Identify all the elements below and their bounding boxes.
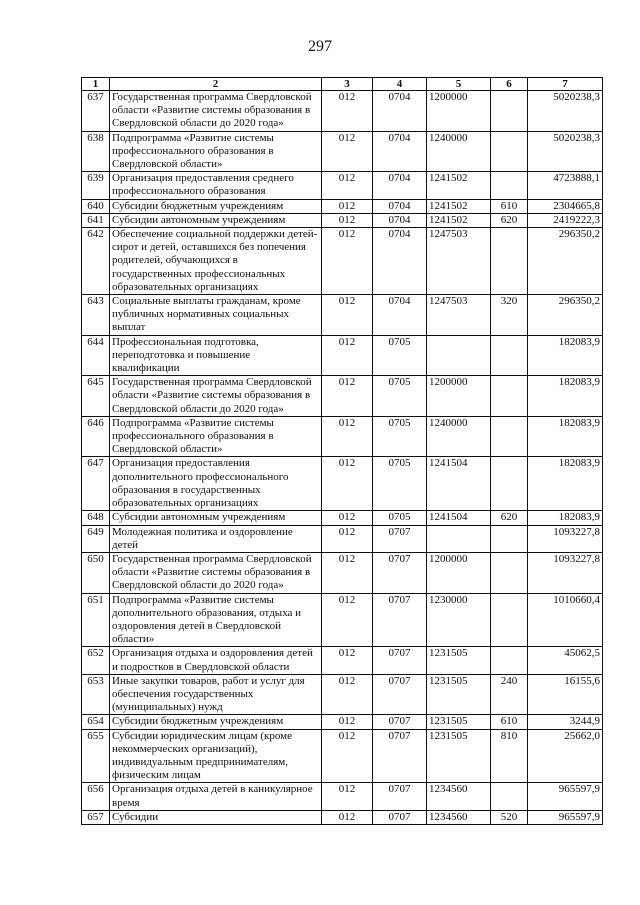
table-row (82, 783, 603, 810)
row-code-4: 0707 (373, 525, 427, 552)
table-row (82, 199, 603, 213)
row-code-3: 012 (322, 295, 373, 336)
row-code-5: 1241502 (427, 213, 491, 227)
table-row (82, 213, 603, 227)
row-code-4: 0704 (373, 91, 427, 132)
row-code-4: 0707 (373, 715, 427, 729)
page-number: 297 (308, 38, 332, 55)
row-amount: 182083,9 (528, 376, 603, 417)
row-number: 652 (82, 647, 110, 674)
row-code-5: 1230000 (427, 593, 491, 647)
column-header-1: 1 (82, 78, 110, 91)
row-code-3: 012 (322, 131, 373, 172)
row-code-3: 012 (322, 715, 373, 729)
table-row (82, 228, 603, 295)
column-header-4: 4 (373, 78, 427, 91)
row-number: 637 (82, 91, 110, 132)
row-code-4: 0705 (373, 376, 427, 417)
row-amount: 182083,9 (528, 511, 603, 525)
table-row (82, 511, 603, 525)
row-code-6 (491, 376, 528, 417)
row-code-6: 620 (491, 511, 528, 525)
table-row (82, 593, 603, 647)
column-header-7: 7 (528, 78, 603, 91)
row-code-3: 012 (322, 647, 373, 674)
row-amount: 4723888,1 (528, 172, 603, 199)
table-row (82, 91, 603, 132)
row-name: Организация отдыха детей в каникулярное время (110, 783, 322, 810)
row-name: Государственная программа Свердловской области «Развитие системы образования в Свердловской области до 2020 года» (110, 376, 322, 417)
table-row (82, 295, 603, 336)
row-number: 644 (82, 335, 110, 376)
row-code-6 (491, 783, 528, 810)
budget-table (81, 77, 603, 825)
row-code-3: 012 (322, 213, 373, 227)
row-code-6 (491, 552, 528, 593)
row-name: Субсидии юридическим лицам (кроме некоммерческих организаций), индивидуальным предпринимателям, физическим лицам (110, 729, 322, 783)
row-name: Государственная программа Свердловской области «Развитие системы образования в Свердловской области до 2020 года» (110, 91, 322, 132)
row-number: 654 (82, 715, 110, 729)
row-code-5: 1241504 (427, 511, 491, 525)
row-name: Субсидии бюджетным учреждениям (110, 199, 322, 213)
row-code-6: 610 (491, 199, 528, 213)
row-code-3: 012 (322, 525, 373, 552)
row-name: Субсидии (110, 810, 322, 824)
row-name: Подпрограмма «Развитие системы дополнительного образования, отдыха и оздоровления детей в Свердловской области» (110, 593, 322, 647)
row-code-4: 0704 (373, 131, 427, 172)
row-code-5 (427, 335, 491, 376)
row-code-5 (427, 525, 491, 552)
row-name: Социальные выплаты гражданам, кроме публичных нормативных социальных выплат (110, 295, 322, 336)
row-code-5: 1234560 (427, 783, 491, 810)
column-header-3: 3 (322, 78, 373, 91)
row-code-3: 012 (322, 729, 373, 783)
row-name: Государственная программа Свердловской области «Развитие системы образования в Свердловской области до 2020 года» (110, 552, 322, 593)
table-row (82, 674, 603, 715)
row-number: 647 (82, 457, 110, 511)
row-code-3: 012 (322, 172, 373, 199)
column-header-2: 2 (110, 78, 322, 91)
row-code-6 (491, 228, 528, 295)
table-row (82, 457, 603, 511)
row-code-5: 1200000 (427, 91, 491, 132)
row-code-3: 012 (322, 783, 373, 810)
row-code-4: 0707 (373, 552, 427, 593)
row-name: Подпрограмма «Развитие системы профессионального образования в Свердловской области» (110, 416, 322, 457)
row-code-3: 012 (322, 593, 373, 647)
row-code-4: 0704 (373, 213, 427, 227)
column-header-6: 6 (491, 78, 528, 91)
table-row (82, 131, 603, 172)
row-amount: 296350,2 (528, 295, 603, 336)
table-row (82, 810, 603, 824)
row-amount: 1093227,8 (528, 552, 603, 593)
row-name: Субсидии автономным учреждениям (110, 511, 322, 525)
row-number: 642 (82, 228, 110, 295)
row-amount: 5020238,3 (528, 131, 603, 172)
row-number: 641 (82, 213, 110, 227)
row-code-4: 0705 (373, 335, 427, 376)
row-code-3: 012 (322, 228, 373, 295)
row-amount: 25662,0 (528, 729, 603, 783)
row-code-4: 0707 (373, 783, 427, 810)
row-code-5: 1241502 (427, 199, 491, 213)
row-code-4: 0704 (373, 228, 427, 295)
row-amount: 965597,9 (528, 783, 603, 810)
row-code-6 (491, 172, 528, 199)
row-code-3: 012 (322, 552, 373, 593)
row-amount: 45062,5 (528, 647, 603, 674)
row-name: Молодежная политика и оздоровление детей (110, 525, 322, 552)
row-code-4: 0707 (373, 674, 427, 715)
row-code-4: 0705 (373, 511, 427, 525)
row-code-4: 0705 (373, 416, 427, 457)
row-amount: 296350,2 (528, 228, 603, 295)
row-name: Подпрограмма «Развитие системы профессионального образования в Свердловской области» (110, 131, 322, 172)
table-row (82, 647, 603, 674)
row-name: Организация предоставления среднего профессионального образования (110, 172, 322, 199)
row-amount: 5020238,3 (528, 91, 603, 132)
row-number: 643 (82, 295, 110, 336)
row-number: 640 (82, 199, 110, 213)
row-code-6: 810 (491, 729, 528, 783)
row-number: 646 (82, 416, 110, 457)
row-number: 657 (82, 810, 110, 824)
row-amount: 182083,9 (528, 416, 603, 457)
row-name: Иные закупки товаров, работ и услуг для обеспечения государственных (муниципальных) нужд (110, 674, 322, 715)
row-code-3: 012 (322, 376, 373, 417)
row-code-6 (491, 131, 528, 172)
row-number: 653 (82, 674, 110, 715)
row-code-6: 620 (491, 213, 528, 227)
row-number: 645 (82, 376, 110, 417)
row-code-6 (491, 416, 528, 457)
table-body (82, 91, 603, 825)
row-code-3: 012 (322, 511, 373, 525)
row-code-5: 1234560 (427, 810, 491, 824)
row-amount: 3244,9 (528, 715, 603, 729)
row-number: 649 (82, 525, 110, 552)
row-code-5: 1247503 (427, 295, 491, 336)
row-code-6 (491, 525, 528, 552)
table-row (82, 335, 603, 376)
table-row (82, 376, 603, 417)
row-code-6: 610 (491, 715, 528, 729)
row-code-6: 520 (491, 810, 528, 824)
row-code-5: 1231505 (427, 715, 491, 729)
row-amount: 965597,9 (528, 810, 603, 824)
row-name: Организация предоставления дополнительного профессионального образования в государственных образовательных организациях (110, 457, 322, 511)
row-code-3: 012 (322, 810, 373, 824)
row-number: 639 (82, 172, 110, 199)
row-name: Субсидии бюджетным учреждениям (110, 715, 322, 729)
row-code-3: 012 (322, 199, 373, 213)
row-code-4: 0704 (373, 295, 427, 336)
row-code-5: 1247503 (427, 228, 491, 295)
table-row (82, 416, 603, 457)
row-name: Обеспечение социальной поддержки детей-сирот и детей, оставшихся без попечения родителей, обучающихся в государственных профессиональных образовательных организациях (110, 228, 322, 295)
table-row (82, 552, 603, 593)
row-code-5: 1240000 (427, 131, 491, 172)
row-code-5: 1241502 (427, 172, 491, 199)
row-code-4: 0707 (373, 593, 427, 647)
row-code-5: 1240000 (427, 416, 491, 457)
row-code-6 (491, 457, 528, 511)
row-number: 656 (82, 783, 110, 810)
row-amount: 182083,9 (528, 457, 603, 511)
row-code-3: 012 (322, 416, 373, 457)
row-code-6 (491, 91, 528, 132)
row-code-5: 1200000 (427, 552, 491, 593)
row-name: Профессиональная подготовка, переподготовка и повышение квалификации (110, 335, 322, 376)
row-code-5: 1231505 (427, 647, 491, 674)
row-amount: 2304665,8 (528, 199, 603, 213)
row-code-6 (491, 647, 528, 674)
row-code-6: 240 (491, 674, 528, 715)
row-code-3: 012 (322, 457, 373, 511)
row-code-4: 0707 (373, 729, 427, 783)
row-amount: 16155,6 (528, 674, 603, 715)
row-code-3: 012 (322, 674, 373, 715)
row-code-3: 012 (322, 91, 373, 132)
row-amount: 2419222,3 (528, 213, 603, 227)
row-amount: 1093227,8 (528, 525, 603, 552)
row-code-5: 1241504 (427, 457, 491, 511)
row-number: 650 (82, 552, 110, 593)
row-code-5: 1200000 (427, 376, 491, 417)
table-header-row (82, 78, 603, 91)
row-code-3: 012 (322, 335, 373, 376)
row-code-4: 0704 (373, 172, 427, 199)
row-name: Организация отдыха и оздоровления детей и подростков в Свердловской области (110, 647, 322, 674)
row-number: 651 (82, 593, 110, 647)
table-row (82, 172, 603, 199)
row-number: 648 (82, 511, 110, 525)
row-code-4: 0707 (373, 810, 427, 824)
row-code-6 (491, 335, 528, 376)
column-header-5: 5 (427, 78, 491, 91)
row-amount: 182083,9 (528, 335, 603, 376)
row-code-6 (491, 593, 528, 647)
row-number: 638 (82, 131, 110, 172)
row-code-5: 1231505 (427, 674, 491, 715)
row-code-4: 0707 (373, 647, 427, 674)
table-row (82, 525, 603, 552)
row-code-5: 1231505 (427, 729, 491, 783)
table-row (82, 729, 603, 783)
row-amount: 1010660,4 (528, 593, 603, 647)
row-code-4: 0704 (373, 199, 427, 213)
row-code-4: 0705 (373, 457, 427, 511)
row-code-6: 320 (491, 295, 528, 336)
row-number: 655 (82, 729, 110, 783)
row-name: Субсидии автономным учреждениям (110, 213, 322, 227)
table-row (82, 715, 603, 729)
